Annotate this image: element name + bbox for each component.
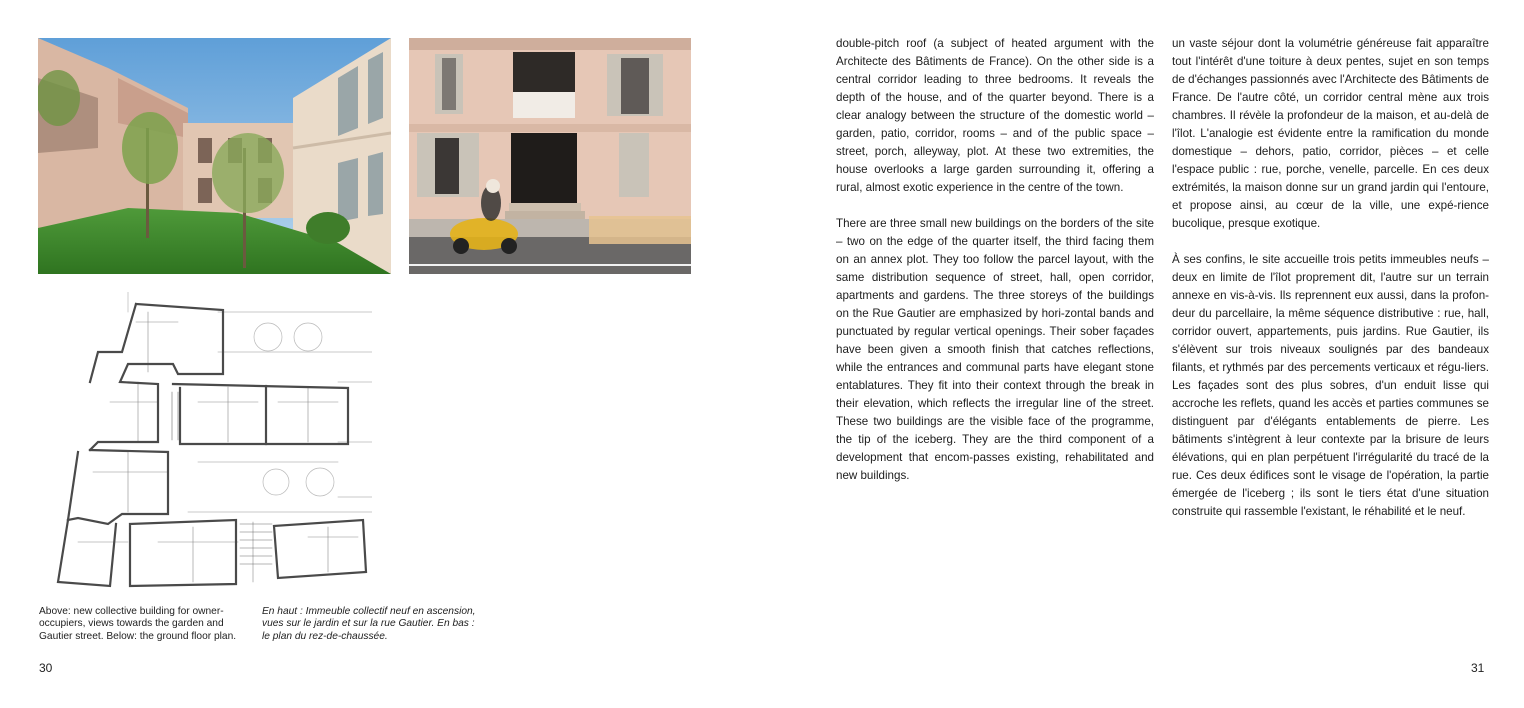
page-number-right: 31 (1471, 661, 1485, 675)
french-paragraph-2: À ses confins, le site accueille trois petits immeubles neufs – deux en limite de l'îlot proprement dit, l'autre sur un terrain annexe en vis-à-vis. Ils reprennent eux aussi, dans la profon-deur du parcellaire, la même séquence distributive : rue, hall, corridor ouvert, appartements, puis jardins. Rue Gautier, ils s'élèvent sur trois niveaux soulignés par des bandeaux filants, et rythmés par des percements verticaux et régu-liers. Les façades sont des plus sobres, d'un enduit lisse qui accroche les reflets, quand les accès et parties communes se distinguent par d'élégants entablements de pierre. Les bâtiments s'intègrent à leur contexte par la brisure de leurs élévations, qui en plan perpétuent l'irrégularité du tracé de la rue. Ces deux édifices sont le visage de l'opération, la partie émergée de l'iceberg ; ils sont le tiers état d'une situation construite qui rassemble l'existant, le réhabilité et le neuf. (1172, 253, 1489, 518)
ground-floor-plan-drawing (38, 292, 372, 594)
caption-english: Above: new collective building for owner-occupiers, views towards the garden and Gautier street. Below: the ground floor plan. (39, 606, 237, 642)
photo-garden-courtyard (38, 38, 391, 274)
french-text-column (1172, 35, 1489, 521)
english-text-column (836, 35, 1154, 485)
english-paragraph-1: double-pitch roof (a subject of heated argument with the Architecte des Bâtiments de France). On the other side is a central corridor leading to three bedrooms. It reveals the depth of the house, and of the quarter beyond. There is a clear analogy between the structure of the domestic world – garden, patio, corridor, rooms – and of the public space – street, porch, alleyway, plot. At these two extremities, the house overlooks a large garden surrounding it, offering a rural, almost exotic experience in the centre of the town. (836, 37, 1154, 194)
photo-street-facade (409, 38, 691, 274)
caption-french: En haut : Immeuble collectif neuf en ascension, vues sur le jardin et sur la rue Gautier. En bas : le plan du rez-de-chaussée. (262, 606, 476, 642)
page-number-left: 30 (39, 661, 53, 675)
english-paragraph-2: There are three small new buildings on the borders of the site – two on the edge of the quarter itself, the third facing them on an annex plot. They too follow the parcel layout, with the same distribution sequence of street, hall, open corridor, apartments and gardens. The three storeys of the buildings on the Rue Gautier are emphasized by hori-zontal bands and punctuated by regular vertical openings. Their sober façades have been given a smooth finish that catches reflections, while the entrances and communal parts have elegant stone entablatures. They fit into their context through the break in their elevation, which reflects the irregular line of the street. These two buildings are the visible face of the programme, the tip of the iceberg. They are the third component of a development that encom-passes existing, rehabilitated and new buildings. (836, 217, 1154, 482)
french-paragraph-1: un vaste séjour dont la volumétrie généreuse fait apparaître tout l'intérêt d'une toiture à deux pentes, sujet en son temps de d'échanges passionnés avec l'Architecte des Bâtiments de France. De l'autre côté, un corridor central mène aux trois chambres. Il révèle la profondeur de la maison, et au-delà de l'îlot. L'analogie est évidente entre la ramification du monde domestique – dehors, patio, corridor, pièces – et celle l'espace public : rue, porche, venelle, parcelle. En ces deux extrémités, la maison donne sur un grand jardin qui l'entoure, et propose ainsi, au cœur de la ville, une expé-rience bucolique, presque exotique. (1172, 37, 1490, 230)
